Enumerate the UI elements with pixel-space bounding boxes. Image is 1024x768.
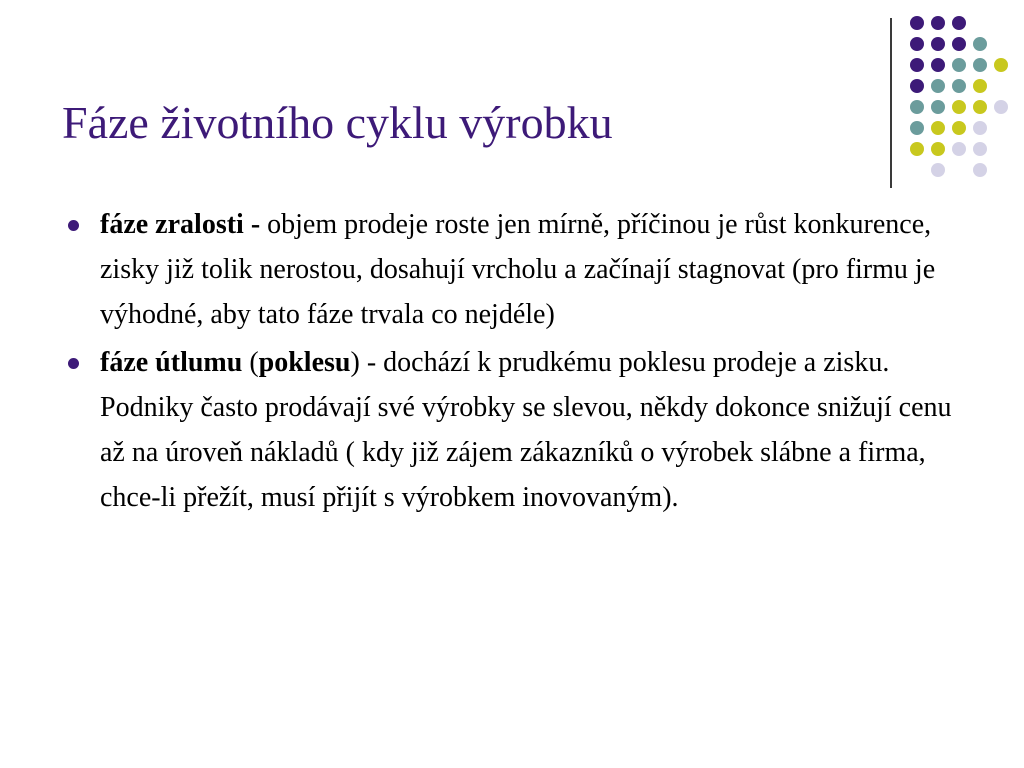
decorative-dot-teal <box>931 100 945 114</box>
decorative-dot-teal <box>973 37 987 51</box>
decorative-dot-teal <box>910 121 924 135</box>
decorative-dot-teal <box>931 79 945 93</box>
bullet-text: - dochází k prudkému poklesu prodeje a zisku. Podniky často prodávají své výrobky se slevou, někdy dokonce snižují cenu až na úroveň nákladů ( kdy již zájem zákazníků o výrobek slábne a firma, chce-li přežít, musí přijít s výrobkem inovovaným). <box>100 347 952 513</box>
decorative-dot-yellow <box>910 142 924 156</box>
decorative-dot-yellow <box>931 142 945 156</box>
decorative-dot-purple <box>910 37 924 51</box>
vertical-divider-line <box>890 18 892 188</box>
decorative-dot-teal <box>910 100 924 114</box>
decorative-dot-teal <box>952 79 966 93</box>
decorative-dot-purple <box>910 58 924 72</box>
decorative-dot-purple <box>952 37 966 51</box>
bullet-paren-open: ( <box>242 347 259 378</box>
bullet-text: objem prodeje roste jen mírně, příčinou je růst konkurence, zisky již tolik nerostou, dosahují vrcholu a začínají stagnovat (pro firmu je výhodné, aby tato fáze trvala co nejdéle) <box>100 209 936 330</box>
decorative-dot-purple <box>952 16 966 30</box>
decorative-dot-lavender <box>931 163 945 177</box>
decorative-dot-yellow <box>973 100 987 114</box>
bullet-bold-lead: fáze útlumu <box>100 347 243 378</box>
decorative-dot-purple <box>931 37 945 51</box>
bullet-item-maturity <box>60 202 980 337</box>
decorative-dot-purple <box>931 58 945 72</box>
decorative-dot-yellow <box>952 100 966 114</box>
decorative-dot-lavender <box>973 142 987 156</box>
bullet-paren-close: ) <box>350 347 360 378</box>
bullet-list <box>60 202 980 520</box>
slide-title: Fáze životního cyklu výrobku <box>62 97 613 148</box>
bullet-bold-lead: fáze zralosti - <box>100 209 261 240</box>
decorative-dot-yellow <box>931 121 945 135</box>
bullet-dot-icon <box>68 358 79 369</box>
decorative-dot-purple <box>931 16 945 30</box>
decorative-dot-teal <box>952 58 966 72</box>
decorative-dot-lavender <box>994 100 1008 114</box>
bullet-dot-icon <box>68 220 79 231</box>
decorative-dot-teal <box>973 58 987 72</box>
decorative-dot-lavender <box>973 121 987 135</box>
decorative-dot-yellow <box>952 121 966 135</box>
bullet-bold-lead-2: poklesu <box>258 347 351 378</box>
slide-body <box>60 202 980 523</box>
decorative-dot-purple <box>910 79 924 93</box>
decorative-dot-lavender <box>952 142 966 156</box>
decorative-dot-yellow <box>994 58 1008 72</box>
bullet-item-decline <box>60 340 980 520</box>
decorative-dot-yellow <box>973 79 987 93</box>
decorative-dot-lavender <box>973 163 987 177</box>
decorative-dot-purple <box>910 16 924 30</box>
